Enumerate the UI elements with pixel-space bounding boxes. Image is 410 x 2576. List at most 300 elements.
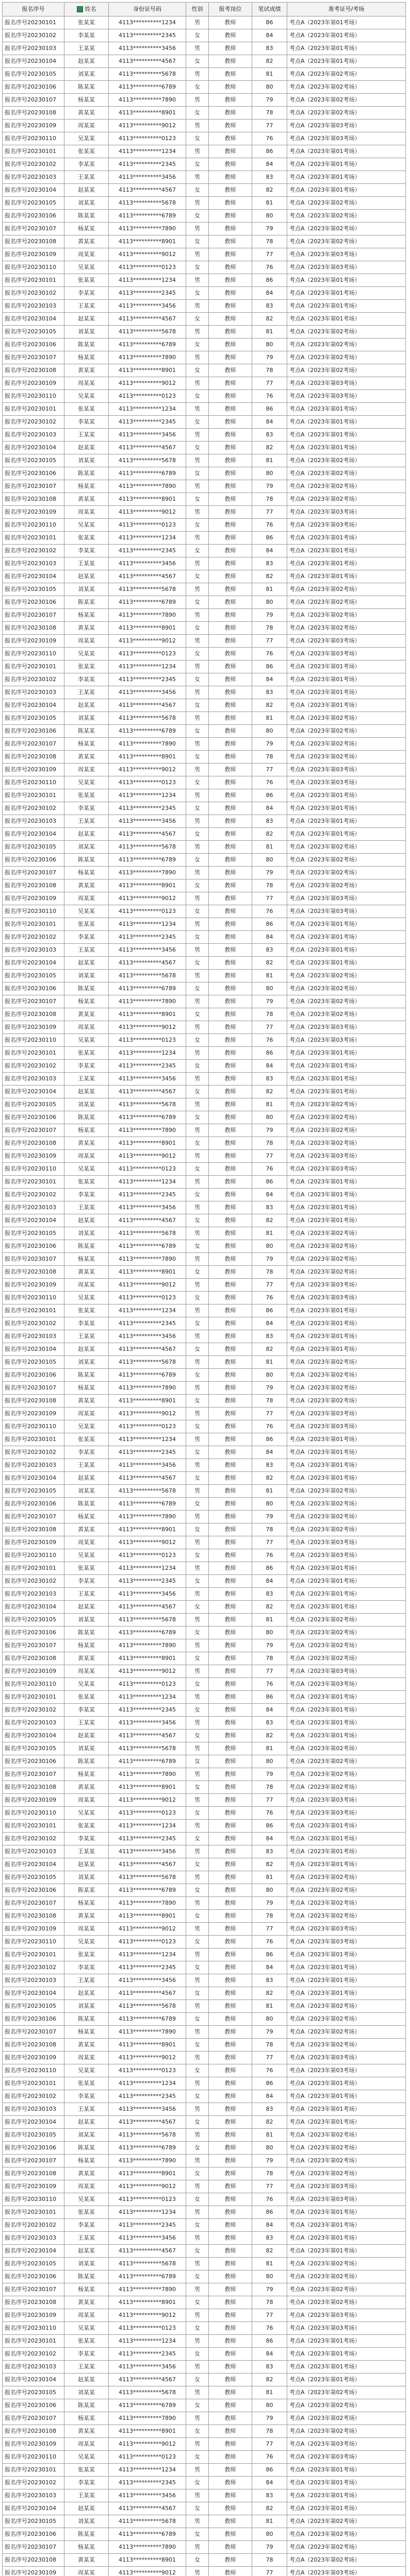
table-row [3, 1214, 406, 1227]
table-cell: 考点A（2023年第02考场） [287, 1266, 406, 1279]
table-cell: 报名序号20230105 [3, 970, 64, 982]
table-cell: 77 [252, 1150, 287, 1163]
table-cell: 81 [252, 1871, 287, 1884]
table-cell: 4113**********2345 [109, 1833, 186, 1845]
table-cell: 考点A（2023年第02考场） [287, 364, 406, 377]
table-cell: 4113**********1234 [109, 532, 186, 545]
table-row [3, 29, 406, 42]
table-cell: 82 [252, 957, 287, 970]
table-cell: 报名序号20230110 [3, 1549, 64, 1562]
table-cell: 张某某 [64, 403, 109, 416]
table-row [3, 16, 406, 29]
table-cell: 教师 [209, 2541, 252, 2554]
table-cell: 赵某某 [64, 570, 109, 583]
table-cell: 4113**********0123 [109, 1678, 186, 1691]
table-cell: 4113**********3456 [109, 1588, 186, 1601]
table-cell: 报名序号20230105 [3, 712, 64, 725]
table-row [3, 1086, 406, 1098]
table-cell: 赵某某 [64, 1343, 109, 1356]
table-row [3, 377, 406, 390]
table-cell: 报名序号20230109 [3, 377, 64, 390]
table-cell: 男 [186, 1098, 209, 1111]
table-cell: 杨某某 [64, 223, 109, 235]
table-cell: 考点A（2023年第03考场） [287, 1150, 406, 1163]
table-cell: 男 [186, 2412, 209, 2425]
table-row [3, 995, 406, 1008]
table-cell: 4113**********2345 [109, 1446, 186, 1459]
table-cell: 77 [252, 1408, 287, 1420]
table-cell: 教师 [209, 905, 252, 918]
table-row [3, 751, 406, 764]
table-cell: 76 [252, 2322, 287, 2335]
table-cell: 考点A（2023年第02考场） [287, 1652, 406, 1665]
table-cell: 83 [252, 2103, 287, 2116]
table-cell: 考点A（2023年第03考场） [287, 1936, 406, 1948]
table-cell: 女 [186, 493, 209, 506]
table-cell: 考点A（2023年第01考场） [287, 2348, 406, 2361]
table-cell: 4113**********5678 [109, 1356, 186, 1369]
table-cell: 男 [186, 1511, 209, 1523]
table-row [3, 351, 406, 364]
table-cell: 4113**********3456 [109, 300, 186, 313]
table-cell: 男 [186, 2129, 209, 2142]
table-cell: 78 [252, 1266, 287, 1279]
table-cell: 76 [252, 132, 287, 145]
table-cell: 女 [186, 29, 209, 42]
table-cell: 李某某 [64, 2477, 109, 2489]
table-cell: 教师 [209, 1304, 252, 1317]
table-cell: 考点A（2023年第01考场） [287, 545, 406, 557]
table-cell: 77 [252, 1021, 287, 1034]
table-cell: 教师 [209, 1626, 252, 1639]
table-cell: 83 [252, 1588, 287, 1601]
table-cell: 教师 [209, 1382, 252, 1395]
table-cell: 男 [186, 2206, 209, 2219]
table-cell: 79 [252, 1124, 287, 1137]
table-cell: 报名序号20230103 [3, 2232, 64, 2245]
table-cell: 教师 [209, 2116, 252, 2129]
table-cell: 吴某某 [64, 905, 109, 918]
table-cell: 教师 [209, 2515, 252, 2528]
table-cell: 报名序号20230104 [3, 957, 64, 970]
table-cell: 教师 [209, 1807, 252, 1820]
table-cell: 男 [186, 248, 209, 261]
table-cell: 杨某某 [64, 2155, 109, 2167]
table-cell: 考点A（2023年第01考场） [287, 403, 406, 416]
table-cell: 82 [252, 184, 287, 197]
table-cell: 教师 [209, 1086, 252, 1098]
table-cell: 78 [252, 2039, 287, 2052]
table-cell: 4113**********4567 [109, 1214, 186, 1227]
table-cell: 考点A（2023年第02考场） [287, 2425, 406, 2438]
table-body [3, 16, 406, 2576]
table-cell: 81 [252, 2515, 287, 2528]
table-cell: 考点A（2023年第01考场） [287, 1974, 406, 1987]
table-cell: 77 [252, 377, 287, 390]
table-cell: 4113**********2345 [109, 802, 186, 815]
table-row [3, 1137, 406, 1150]
table-cell: 82 [252, 2116, 287, 2129]
table-cell: 张某某 [64, 145, 109, 158]
table-row [3, 673, 406, 686]
table-cell: 83 [252, 429, 287, 442]
table-cell: 考点A（2023年第02考场） [287, 338, 406, 351]
table-cell: 报名序号20230109 [3, 1021, 64, 1034]
table-cell: 女 [186, 2167, 209, 2180]
table-cell: 教师 [209, 81, 252, 94]
table-row [3, 2245, 406, 2258]
table-cell: 男 [186, 660, 209, 673]
table-cell: 陈某某 [64, 338, 109, 351]
table-cell: 报名序号20230108 [3, 1395, 64, 1408]
table-row [3, 2206, 406, 2219]
table-cell: 教师 [209, 2335, 252, 2348]
table-cell: 男 [186, 1304, 209, 1317]
table-cell: 李某某 [64, 1704, 109, 1717]
table-cell: 79 [252, 2155, 287, 2167]
table-cell: 女 [186, 1498, 209, 1511]
table-cell: 男 [186, 1227, 209, 1240]
table-cell: 4113**********5678 [109, 2515, 186, 2528]
table-cell: 77 [252, 248, 287, 261]
table-cell: 考点A（2023年第01考场） [287, 1073, 406, 1086]
table-cell: 男 [186, 1459, 209, 1472]
table-cell: 4113**********1234 [109, 1948, 186, 1961]
table-cell: 考点A（2023年第02考场） [287, 982, 406, 995]
table-cell: 79 [252, 1897, 287, 1910]
table-row [3, 1575, 406, 1588]
table-cell: 吴某某 [64, 2064, 109, 2077]
table-row [3, 764, 406, 776]
table-cell: 教师 [209, 583, 252, 596]
table-cell: 83 [252, 815, 287, 828]
table-cell: 教师 [209, 235, 252, 248]
table-cell: 报名序号20230106 [3, 2270, 64, 2283]
table-cell: 报名序号20230105 [3, 1614, 64, 1626]
table-row [3, 686, 406, 699]
table-cell: 教师 [209, 1060, 252, 1073]
table-cell: 考点A（2023年第01考场） [287, 1704, 406, 1717]
table-cell: 赵某某 [64, 1858, 109, 1871]
table-cell: 男 [186, 1923, 209, 1936]
table-cell: 4113**********0123 [109, 776, 186, 789]
table-row [3, 1201, 406, 1214]
table-cell: 男 [186, 2309, 209, 2322]
table-cell: 4113**********9012 [109, 1150, 186, 1163]
table-cell: 女 [186, 1292, 209, 1304]
table-cell: 报名序号20230107 [3, 1511, 64, 1523]
table-cell: 86 [252, 1562, 287, 1575]
table-cell: 教师 [209, 145, 252, 158]
column-header-label: 身份证号码 [133, 6, 161, 12]
table-cell: 教师 [209, 1523, 252, 1536]
table-row [3, 1936, 406, 1948]
table-cell: 83 [252, 686, 287, 699]
table-cell: 84 [252, 1704, 287, 1717]
table-cell: 86 [252, 789, 287, 802]
table-cell: 女 [186, 1008, 209, 1021]
table-cell: 考点A（2023年第02考场） [287, 2167, 406, 2180]
table-row [3, 1717, 406, 1730]
table-row [3, 1523, 406, 1536]
table-cell: 考点A（2023年第02考场） [287, 1008, 406, 1021]
table-row [3, 2515, 406, 2528]
table-cell: 报名序号20230101 [3, 660, 64, 673]
table-cell: 男 [186, 2258, 209, 2270]
table-cell: 吴某某 [64, 1420, 109, 1433]
table-cell: 考点A（2023年第03考场） [287, 635, 406, 648]
table-cell: 77 [252, 1794, 287, 1807]
table-row [3, 2425, 406, 2438]
table-cell: 报名序号20230108 [3, 751, 64, 764]
table-cell: 教师 [209, 1884, 252, 1897]
table-cell: 考点A（2023年第01考场） [287, 184, 406, 197]
table-row [3, 1871, 406, 1884]
table-cell: 周某某 [64, 1923, 109, 1936]
table-cell: 教师 [209, 2155, 252, 2167]
table-cell: 女 [186, 390, 209, 403]
table-cell: 考点A（2023年第03考场） [287, 506, 406, 519]
table-cell: 80 [252, 467, 287, 480]
table-cell: 报名序号20230103 [3, 557, 64, 570]
table-cell: 4113**********1234 [109, 1691, 186, 1704]
table-cell: 女 [186, 1652, 209, 1665]
table-cell: 教师 [209, 1227, 252, 1240]
table-cell: 4113**********2345 [109, 1317, 186, 1330]
table-cell: 教师 [209, 1845, 252, 1858]
table-cell: 4113**********9012 [109, 2309, 186, 2322]
table-cell: 教师 [209, 609, 252, 622]
table-cell: 刘某某 [64, 1742, 109, 1755]
table-cell: 赵某某 [64, 1472, 109, 1485]
table-cell: 4113**********1234 [109, 2206, 186, 2219]
table-cell: 4113**********6789 [109, 81, 186, 94]
table-cell: 4113**********7890 [109, 1639, 186, 1652]
table-cell: 考点A（2023年第01考场） [287, 1717, 406, 1730]
table-cell: 4113**********6789 [109, 1626, 186, 1639]
table-cell: 周某某 [64, 2052, 109, 2064]
table-cell: 赵某某 [64, 1086, 109, 1098]
table-cell: 报名序号20230104 [3, 1601, 64, 1614]
table-row [3, 570, 406, 583]
table-cell: 女 [186, 828, 209, 841]
table-cell: 女 [186, 313, 209, 326]
table-cell: 男 [186, 1176, 209, 1189]
table-cell: 男 [186, 1614, 209, 1626]
table-cell: 80 [252, 1111, 287, 1124]
table-cell: 教师 [209, 506, 252, 519]
table-cell: 报名序号20230103 [3, 1974, 64, 1987]
table-cell: 吴某某 [64, 2193, 109, 2206]
table-cell: 报名序号20230105 [3, 1227, 64, 1240]
table-cell: 考点A（2023年第02考场） [287, 2554, 406, 2567]
table-row [3, 1343, 406, 1356]
table-cell: 79 [252, 2541, 287, 2554]
table-cell: 女 [186, 931, 209, 944]
table-cell: 4113**********4567 [109, 1343, 186, 1356]
table-cell: 报名序号20230107 [3, 1639, 64, 1652]
table-cell: 教师 [209, 2386, 252, 2399]
table-cell: 教师 [209, 867, 252, 879]
table-cell: 4113**********1234 [109, 2077, 186, 2090]
table-cell: 男 [186, 16, 209, 29]
table-cell: 报名序号20230108 [3, 2039, 64, 2052]
table-row [3, 1150, 406, 1163]
table-cell: 男 [186, 2180, 209, 2193]
table-cell: 女 [186, 1189, 209, 1201]
table-cell: 男 [186, 2155, 209, 2167]
table-cell: 84 [252, 1575, 287, 1588]
table-cell: 教师 [209, 2167, 252, 2180]
table-cell: 男 [186, 197, 209, 210]
table-cell: 考点A（2023年第03考场） [287, 519, 406, 532]
column-header-label: 准考证号/考场 [328, 6, 365, 12]
table-cell: 赵某某 [64, 2502, 109, 2515]
table-cell: 教师 [209, 1730, 252, 1742]
table-cell: 4113**********4567 [109, 570, 186, 583]
table-cell: 女 [186, 2193, 209, 2206]
table-cell: 男 [186, 918, 209, 931]
table-row [3, 2489, 406, 2502]
table-row [3, 1330, 406, 1343]
table-row [3, 506, 406, 519]
table-row [3, 1073, 406, 1086]
table-row [3, 2335, 406, 2348]
table-cell: 报名序号20230102 [3, 1317, 64, 1330]
table-cell: 4113**********9012 [109, 2567, 186, 2576]
table-cell: 赵某某 [64, 1214, 109, 1227]
table-cell: 吴某某 [64, 261, 109, 274]
table-cell: 报名序号20230102 [3, 802, 64, 815]
table-cell: 4113**********4567 [109, 1987, 186, 2000]
table-cell: 报名序号20230109 [3, 2052, 64, 2064]
table-cell: 女 [186, 1214, 209, 1227]
table-cell: 报名序号20230109 [3, 506, 64, 519]
table-cell: 78 [252, 2167, 287, 2180]
table-row [3, 1485, 406, 1498]
table-cell: 男 [186, 1150, 209, 1163]
table-cell: 陈某某 [64, 210, 109, 223]
table-cell: 报名序号20230108 [3, 493, 64, 506]
table-cell: 教师 [209, 1047, 252, 1060]
table-cell: 考点A（2023年第02考场） [287, 1523, 406, 1536]
table-row [3, 145, 406, 158]
table-cell: 女 [186, 1858, 209, 1871]
table-cell: 4113**********6789 [109, 1498, 186, 1511]
table-cell: 报名序号20230108 [3, 879, 64, 892]
table-cell: 男 [186, 892, 209, 905]
table-cell: 女 [186, 776, 209, 789]
table-cell: 教师 [209, 313, 252, 326]
table-cell: 86 [252, 2077, 287, 2090]
table-cell: 女 [186, 1523, 209, 1536]
table-cell: 考点A（2023年第01考场） [287, 1047, 406, 1060]
table-cell: 83 [252, 944, 287, 957]
table-cell: 考点A（2023年第03考场） [287, 1163, 406, 1176]
table-cell: 考点A（2023年第02考场） [287, 2296, 406, 2309]
table-cell: 教师 [209, 338, 252, 351]
table-cell: 考点A（2023年第01考场） [287, 1575, 406, 1588]
table-cell: 考点A（2023年第01考场） [287, 918, 406, 931]
table-row [3, 1008, 406, 1021]
table-cell: 4113**********4567 [109, 699, 186, 712]
table-cell: 女 [186, 648, 209, 660]
table-row [3, 892, 406, 905]
table-cell: 77 [252, 1279, 287, 1292]
table-cell: 报名序号20230103 [3, 42, 64, 55]
table-row [3, 274, 406, 287]
table-cell: 4113**********3456 [109, 944, 186, 957]
table-cell: 报名序号20230110 [3, 2451, 64, 2464]
table-cell: 黄某某 [64, 622, 109, 635]
table-cell: 4113**********6789 [109, 1369, 186, 1382]
table-cell: 考点A（2023年第03考场） [287, 132, 406, 145]
table-cell: 男 [186, 1794, 209, 1807]
table-row [3, 2348, 406, 2361]
table-cell: 4113**********7890 [109, 1382, 186, 1395]
table-cell: 教师 [209, 2077, 252, 2090]
table-cell: 4113**********0123 [109, 2322, 186, 2335]
table-cell: 男 [186, 2489, 209, 2502]
table-cell: 4113**********0123 [109, 2193, 186, 2206]
table-cell: 刘某某 [64, 1614, 109, 1626]
table-row [3, 1279, 406, 1292]
table-cell: 4113**********8901 [109, 1910, 186, 1923]
table-cell: 教师 [209, 1176, 252, 1189]
table-row [3, 2541, 406, 2554]
table-row [3, 287, 406, 300]
table-cell: 78 [252, 1008, 287, 1021]
table-cell: 女 [186, 2296, 209, 2309]
table-cell: 教师 [209, 1936, 252, 1948]
table-cell: 报名序号20230110 [3, 261, 64, 274]
table-cell: 教师 [209, 184, 252, 197]
table-cell: 4113**********2345 [109, 673, 186, 686]
table-cell: 教师 [209, 2232, 252, 2245]
table-cell: 女 [186, 1240, 209, 1253]
table-cell: 82 [252, 55, 287, 68]
table-cell: 男 [186, 223, 209, 235]
table-cell: 教师 [209, 1961, 252, 1974]
table-cell: 陈某某 [64, 1498, 109, 1511]
table-cell: 考点A（2023年第02考场） [287, 1356, 406, 1369]
table-cell: 刘某某 [64, 68, 109, 81]
table-cell: 报名序号20230103 [3, 1073, 64, 1086]
table-row [3, 2296, 406, 2309]
table-cell: 报名序号20230101 [3, 1304, 64, 1317]
table-cell: 4113**********9012 [109, 1923, 186, 1936]
table-row [3, 1626, 406, 1639]
table-cell: 86 [252, 1047, 287, 1060]
table-cell: 李某某 [64, 545, 109, 557]
table-row [3, 2193, 406, 2206]
table-cell: 4113**********9012 [109, 1408, 186, 1420]
table-cell: 男 [186, 1588, 209, 1601]
table-cell: 4113**********0123 [109, 2064, 186, 2077]
table-cell: 4113**********8901 [109, 1008, 186, 1021]
table-cell: 考点A（2023年第01考场） [287, 2361, 406, 2374]
table-cell: 报名序号20230108 [3, 1523, 64, 1536]
table-cell: 李某某 [64, 287, 109, 300]
table-cell: 教师 [209, 2502, 252, 2515]
table-cell: 86 [252, 1304, 287, 1317]
table-cell: 男 [186, 944, 209, 957]
table-cell: 考点A（2023年第03考场） [287, 2309, 406, 2322]
table-cell: 考点A（2023年第01考场） [287, 1601, 406, 1614]
table-cell: 4113**********2345 [109, 2348, 186, 2361]
table-cell: 报名序号20230102 [3, 29, 64, 42]
table-cell: 男 [186, 1691, 209, 1704]
